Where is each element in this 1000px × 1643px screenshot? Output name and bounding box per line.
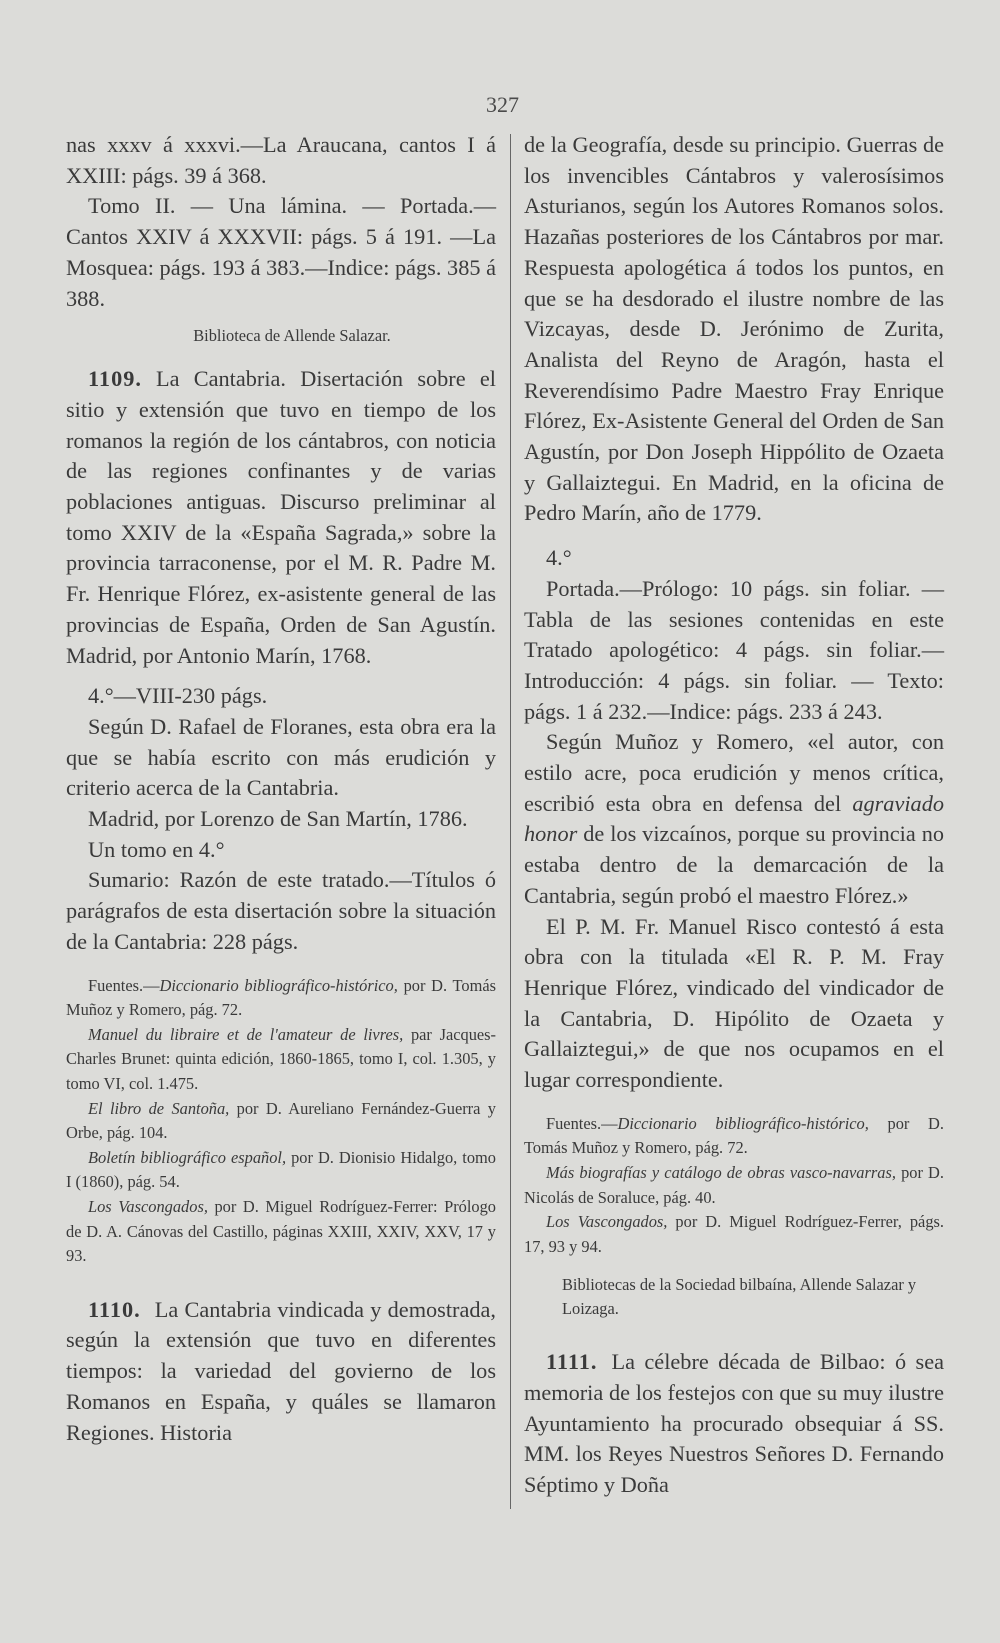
source-reference	[66, 1023, 496, 1097]
entry-note: Sumario: Razón de este tratado.—Títulos ó parágrafos de esta disertación sobre la situación de la Cantabria: 228 págs.	[66, 867, 496, 954]
entry-note: Madrid, por Lorenzo de San Martín, 1786.	[88, 806, 468, 832]
page-number: 327	[486, 92, 519, 117]
entry-1111	[524, 1347, 944, 1501]
entry-number: 1110.	[88, 1296, 141, 1322]
entry-1110	[66, 1295, 496, 1449]
entry-note: El P. M. Fr. Manuel Risco contestó á esta obra con la titulada «El R. P. M. Fray Henrique Flórez, vindicado del vindicador de la Cantabria, D. Hipólito de Ozaeta y Gallaiztegui,» de que nos ocupamos en el lugar correspondiente.	[524, 913, 944, 1093]
source-reference	[66, 974, 496, 1023]
source-reference	[524, 1210, 944, 1259]
source-title: Los Vascongados,	[546, 1212, 668, 1232]
entry-format: 4.°—VIII-230 págs.	[88, 683, 268, 709]
source-reference	[66, 1146, 496, 1195]
source-reference	[524, 1112, 944, 1161]
entry-number: 1111.	[546, 1349, 598, 1375]
sources-label: Fuentes.—	[546, 1113, 618, 1133]
source-detail: par Jacques-Charles Brunet: quinta edición, 1860-1865, tomo I, col. 1.305, y tomo VI, col. 1.475.	[66, 1024, 497, 1093]
entry-number: 1109.	[88, 366, 142, 392]
source-detail: por D. Miguel Rodríguez-Ferrer: Prólogo de D. A. Cánovas del Castillo, páginas XXIII, XXIV, XXV, 17 y 93.	[66, 1196, 496, 1266]
source-title: Boletín bibliográfico español,	[88, 1147, 287, 1167]
source-detail: por D. Tomás Muñoz y Romero, pág. 72.	[524, 1113, 944, 1158]
column-divider	[510, 134, 511, 1509]
continuation-text: nas xxxv á xxxvi.—La Araucana, cantos I á XXIII: págs. 39 á 368.	[66, 132, 496, 188]
left-column	[66, 130, 496, 1448]
source-reference	[66, 1097, 496, 1146]
entry-title: La Cantabria. Disertación sobre el sitio y extensión que tuvo en tiempo de los romanos la región de los cántabros, con noticia de las regiones confinantes y de varias poblaciones antiguas. Discurso preliminar al tomo XXIV de la «España Sagrada,» sobre la provincia tarraconense, por el M. R. Padre M. Fr. Henrique Flórez, ex-asistente general de las provincias de España, Orden de San Agustín. Madrid, por Antonio Marín, 1768.	[66, 366, 496, 668]
source-detail: por D. Tomás Muñoz y Romero, pág. 72.	[66, 975, 496, 1020]
entry-contents: Portada.—Prólogo: 10 págs. sin foliar. —Tabla de las sesiones contenidas en este Tratado apologético: 4 págs. sin foliar.— Introducción: 4 págs. sin foliar. — Texto: págs. 1 á 232.—Indice: págs. 233 á 243.	[524, 575, 944, 724]
entry-note: Un tomo en 4.°	[88, 836, 225, 862]
source-title: Más biografías y catálogo de obras vasco-navarras,	[546, 1162, 896, 1182]
library-note: Biblioteca de Allende Salazar.	[193, 326, 391, 346]
source-title: Los Vascongados,	[88, 1196, 208, 1216]
entry-1110-continuation: de la Geografía, desde su principio. Guerras de los invencibles Cántabros y valerosísimos Asturianos, según los Autores Romanos solos. Hazañas posteriores de los Cántabros por mar. Respuesta apologética á todos los puntos, en que se ha desdorado el ilustre nombre de las Vizcayas, desde D. Jerónimo de Zurita, Analista del Reyno de Aragón, hasta el Reverendísimo Padre Maestro Fray Enrique Flórez, Ex-Asistente General del Orden de San Agustín, por Don Joseph Hippólito de Ozaeta y Gallaiztegui. En Madrid, en la oficina de Pedro Marín, año de 1779.	[524, 132, 944, 526]
tomo-ii-description: Tomo II. — Una lámina. — Portada.— Cantos XXIV á XXXVII: págs. 5 á 191. —La Mosquea: págs. 193 á 383.—Indice: págs. 385 á 388.	[66, 193, 496, 311]
entry-format: 4.°	[546, 545, 572, 571]
emphasis: agraviado honor	[524, 790, 944, 847]
right-column	[524, 130, 944, 1501]
source-reference	[524, 1161, 944, 1210]
source-title: Diccionario bibliográfico-histórico,	[159, 975, 398, 995]
sources-label: Fuentes.—	[88, 975, 160, 995]
source-detail: por D. Dionisio Hidalgo, tomo I (1860), pág. 54.	[66, 1147, 496, 1192]
entry-title: La célebre década de Bilbao: ó sea memoria de los festejos con que su muy ilustre Ayuntamiento ha procurado obsequiar á SS. MM. los Reyes Nuestros Señores D. Fernando Séptimo y Doña	[524, 1349, 944, 1498]
entry-title: La Cantabria vindicada y demostrada, según la extensión que tuvo en diferentes tiempos: la variedad del govierno de los Romanos en España, y quáles se llamaron Regiones. Historia	[66, 1296, 496, 1445]
source-reference	[66, 1195, 496, 1269]
source-title: Manuel du libraire et de l'amateur de livres,	[88, 1024, 404, 1044]
entry-note: Según D. Rafael de Floranes, esta obra era la que se había escrito con más erudición y criterio acerca de la Cantabria.	[66, 713, 496, 801]
source-title: El libro de Santoña,	[88, 1098, 230, 1118]
entry-note: Según Muñoz y Romero, «el autor, con estilo acre, poca erudición y menos crítica, escribió esta obra en defensa del agraviado honor de los vizcaínos, porque su provincia no estaba dentro de la demarcación de la Cantabria, según probó el maestro Flórez.»	[524, 729, 944, 908]
source-title: Diccionario bibliográfico-histórico,	[617, 1113, 869, 1133]
library-note: Bibliotecas de la Sociedad bilbaína, Allende Salazar y Loizaga.	[562, 1275, 917, 1319]
entry-1109	[66, 364, 496, 671]
source-detail: por D. Aureliano Fernández-Guerra y Orbe, pág. 104.	[66, 1098, 496, 1143]
source-detail: por D. Nicolás de Soraluce, pág. 40.	[524, 1162, 944, 1207]
source-detail: por D. Miguel Rodríguez-Ferrer, págs. 17, 93 y 94.	[524, 1212, 944, 1256]
